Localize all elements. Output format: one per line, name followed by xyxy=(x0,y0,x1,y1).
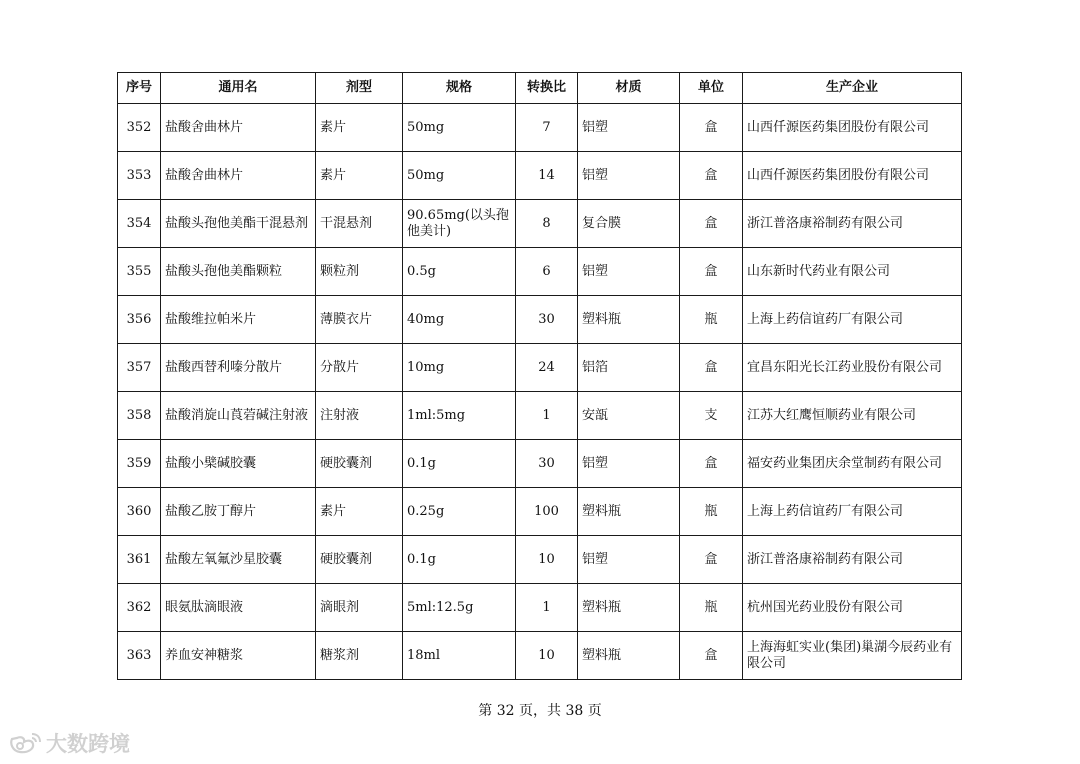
cell-specification: 0.5g xyxy=(403,248,516,296)
cell-dosage-form: 薄膜衣片 xyxy=(316,296,403,344)
cell-unit: 盒 xyxy=(680,248,743,296)
table-row xyxy=(118,536,962,584)
cell-unit: 瓶 xyxy=(680,488,743,536)
table-body xyxy=(118,104,962,680)
cell-generic-name: 盐酸左氧氟沙星胶囊 xyxy=(161,536,316,584)
cell-conversion-ratio: 14 xyxy=(516,152,578,200)
table-row xyxy=(118,632,962,680)
cell-index: 358 xyxy=(118,392,161,440)
cell-material: 铝塑 xyxy=(578,248,680,296)
table-row xyxy=(118,488,962,536)
cell-specification: 1ml:5mg xyxy=(403,392,516,440)
cell-dosage-form: 素片 xyxy=(316,152,403,200)
table-row xyxy=(118,104,962,152)
cell-index: 357 xyxy=(118,344,161,392)
header-cell-manufacturer: 生产企业 xyxy=(743,73,962,104)
table-row xyxy=(118,296,962,344)
cell-conversion-ratio: 1 xyxy=(516,584,578,632)
cell-unit: 瓶 xyxy=(680,296,743,344)
cell-manufacturer: 山西仟源医药集团股份有限公司 xyxy=(743,104,962,152)
cell-material: 塑料瓶 xyxy=(578,488,680,536)
cell-manufacturer: 宜昌东阳光长江药业股份有限公司 xyxy=(743,344,962,392)
cell-generic-name: 盐酸舍曲林片 xyxy=(161,152,316,200)
header-cell-generic-name: 通用名 xyxy=(161,73,316,104)
table-header xyxy=(118,73,962,104)
cell-manufacturer: 浙江普洛康裕制药有限公司 xyxy=(743,536,962,584)
cell-dosage-form: 糖浆剂 xyxy=(316,632,403,680)
header-cell-dosage-form: 剂型 xyxy=(316,73,403,104)
cell-specification: 18ml xyxy=(403,632,516,680)
cell-specification: 0.1g xyxy=(403,440,516,488)
table-row xyxy=(118,440,962,488)
cell-specification: 10mg xyxy=(403,344,516,392)
cell-manufacturer: 上海海虹实业(集团)巢湖今辰药业有限公司 xyxy=(743,632,962,680)
cell-generic-name: 盐酸头孢他美酯颗粒 xyxy=(161,248,316,296)
cell-generic-name: 养血安神糖浆 xyxy=(161,632,316,680)
cell-generic-name: 盐酸西替利嗪分散片 xyxy=(161,344,316,392)
cell-specification: 90.65mg(以头孢他美计) xyxy=(403,200,516,248)
cell-conversion-ratio: 24 xyxy=(516,344,578,392)
cell-conversion-ratio: 6 xyxy=(516,248,578,296)
header-cell-specification: 规格 xyxy=(403,73,516,104)
cell-specification: 5ml:12.5g xyxy=(403,584,516,632)
cell-manufacturer: 山西仟源医药集团股份有限公司 xyxy=(743,152,962,200)
drug-table xyxy=(117,72,962,680)
cell-manufacturer: 山东新时代药业有限公司 xyxy=(743,248,962,296)
cell-manufacturer: 浙江普洛康裕制药有限公司 xyxy=(743,200,962,248)
cell-material: 铝箔 xyxy=(578,344,680,392)
cell-specification: 40mg xyxy=(403,296,516,344)
cell-unit: 盒 xyxy=(680,344,743,392)
cell-dosage-form: 滴眼剂 xyxy=(316,584,403,632)
cell-specification: 50mg xyxy=(403,104,516,152)
cell-material: 铝塑 xyxy=(578,104,680,152)
cell-manufacturer: 杭州国光药业股份有限公司 xyxy=(743,584,962,632)
cell-material: 塑料瓶 xyxy=(578,584,680,632)
cell-specification: 50mg xyxy=(403,152,516,200)
cell-unit: 盒 xyxy=(680,104,743,152)
cell-conversion-ratio: 8 xyxy=(516,200,578,248)
cell-conversion-ratio: 10 xyxy=(516,632,578,680)
cell-manufacturer: 江苏大红鹰恒顺药业有限公司 xyxy=(743,392,962,440)
cell-dosage-form: 硬胶囊剂 xyxy=(316,536,403,584)
header-cell-material: 材质 xyxy=(578,73,680,104)
cell-conversion-ratio: 30 xyxy=(516,296,578,344)
cell-material: 复合膜 xyxy=(578,200,680,248)
cell-dosage-form: 干混悬剂 xyxy=(316,200,403,248)
cell-conversion-ratio: 10 xyxy=(516,536,578,584)
cell-generic-name: 盐酸乙胺丁醇片 xyxy=(161,488,316,536)
cell-generic-name: 盐酸消旋山莨菪碱注射液 xyxy=(161,392,316,440)
cell-unit: 盒 xyxy=(680,200,743,248)
page-footer: 第 32 页，共 38 页 xyxy=(478,703,602,719)
cell-dosage-form: 素片 xyxy=(316,104,403,152)
cell-unit: 盒 xyxy=(680,440,743,488)
cell-manufacturer: 上海上药信谊药厂有限公司 xyxy=(743,296,962,344)
cell-specification: 0.1g xyxy=(403,536,516,584)
cell-index: 356 xyxy=(118,296,161,344)
cell-index: 362 xyxy=(118,584,161,632)
cell-dosage-form: 分散片 xyxy=(316,344,403,392)
cell-index: 355 xyxy=(118,248,161,296)
cell-conversion-ratio: 7 xyxy=(516,104,578,152)
header-cell-index: 序号 xyxy=(118,73,161,104)
cell-unit: 盒 xyxy=(680,152,743,200)
cell-material: 铝塑 xyxy=(578,536,680,584)
cell-generic-name: 盐酸小檗碱胶囊 xyxy=(161,440,316,488)
cell-conversion-ratio: 1 xyxy=(516,392,578,440)
table-row xyxy=(118,200,962,248)
cell-index: 352 xyxy=(118,104,161,152)
table-row xyxy=(118,344,962,392)
cell-generic-name: 盐酸头孢他美酯干混悬剂 xyxy=(161,200,316,248)
cell-index: 360 xyxy=(118,488,161,536)
cell-material: 塑料瓶 xyxy=(578,296,680,344)
cell-dosage-form: 素片 xyxy=(316,488,403,536)
cell-index: 359 xyxy=(118,440,161,488)
table-row xyxy=(118,584,962,632)
cell-index: 353 xyxy=(118,152,161,200)
cell-conversion-ratio: 30 xyxy=(516,440,578,488)
header-cell-unit: 单位 xyxy=(680,73,743,104)
cell-index: 363 xyxy=(118,632,161,680)
table-row xyxy=(118,152,962,200)
cell-dosage-form: 硬胶囊剂 xyxy=(316,440,403,488)
cell-manufacturer: 福安药业集团庆余堂制药有限公司 xyxy=(743,440,962,488)
cell-manufacturer: 上海上药信谊药厂有限公司 xyxy=(743,488,962,536)
cell-unit: 瓶 xyxy=(680,584,743,632)
table-row xyxy=(118,392,962,440)
cell-unit: 支 xyxy=(680,392,743,440)
cell-specification: 0.25g xyxy=(403,488,516,536)
header-cell-conversion-ratio: 转换比 xyxy=(516,73,578,104)
header-row xyxy=(118,73,962,104)
watermark-text: 大数跨境 xyxy=(46,732,130,756)
cell-unit: 盒 xyxy=(680,536,743,584)
cell-dosage-form: 颗粒剂 xyxy=(316,248,403,296)
cell-index: 354 xyxy=(118,200,161,248)
cell-material: 铝塑 xyxy=(578,440,680,488)
cell-material: 塑料瓶 xyxy=(578,632,680,680)
cell-unit: 盒 xyxy=(680,632,743,680)
cell-generic-name: 盐酸舍曲林片 xyxy=(161,104,316,152)
cell-generic-name: 眼氨肽滴眼液 xyxy=(161,584,316,632)
cell-material: 铝塑 xyxy=(578,152,680,200)
cell-generic-name: 盐酸维拉帕米片 xyxy=(161,296,316,344)
watermark xyxy=(8,728,130,758)
weibo-logo-icon xyxy=(8,731,42,755)
cell-conversion-ratio: 100 xyxy=(516,488,578,536)
cell-dosage-form: 注射液 xyxy=(316,392,403,440)
cell-index: 361 xyxy=(118,536,161,584)
cell-material: 安瓿 xyxy=(578,392,680,440)
table-row xyxy=(118,248,962,296)
